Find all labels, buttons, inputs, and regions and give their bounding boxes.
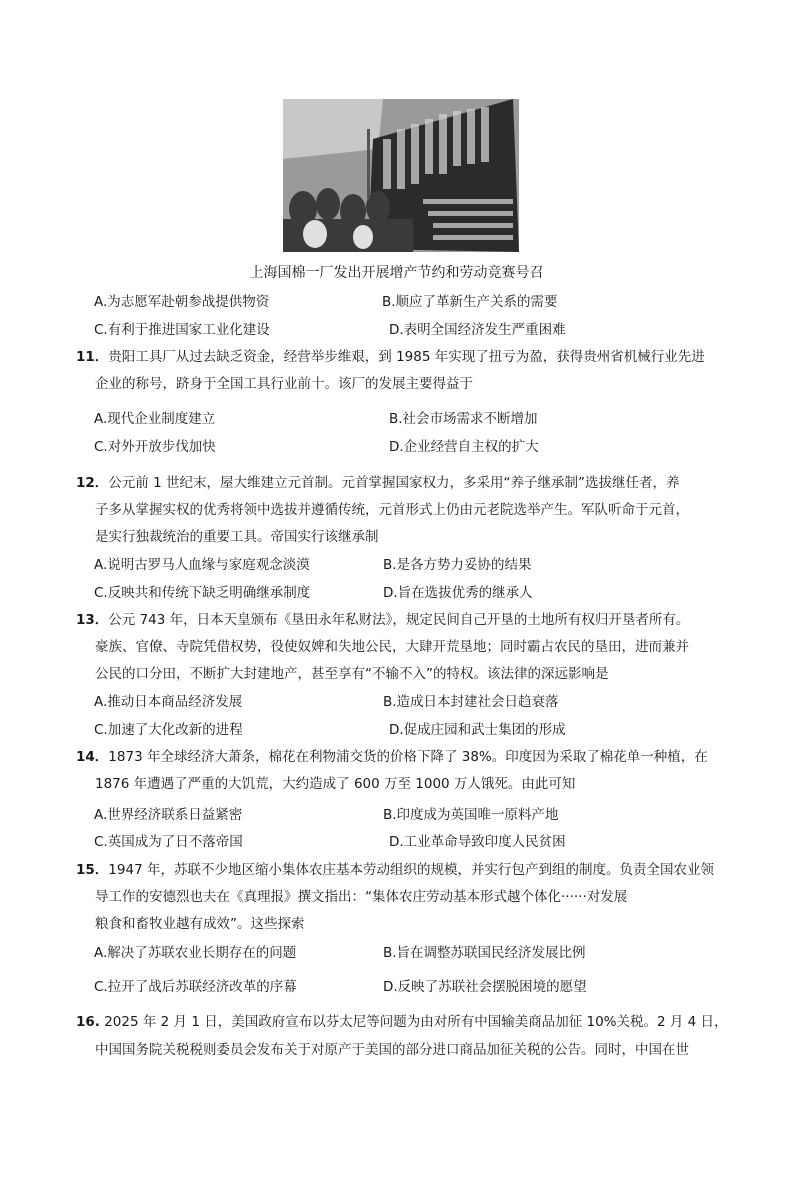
q10-option-d: D.表明全国经济发生严重困难	[389, 322, 566, 338]
q13-stem-line-1: 13．公元 743 年，日本天皇颁布《垦田永年私财法》，规定民间自己开垦的土地所有权归开垦者所有。	[76, 612, 690, 628]
q16-number: 16.	[76, 1014, 100, 1030]
q11-option-d: D.企业经营自主权的扩大	[389, 439, 539, 455]
q11-stem-line-1: 11．贵阳工具厂从过去缺乏资金，经营举步维艰，到 1985 年实现了扭亏为盈，获得贵州省机械行业先进	[76, 349, 705, 365]
q12-option-b: B.是各方势力妥协的结果	[383, 557, 532, 573]
q11-option-c: C.对外开放步伐加快	[94, 439, 216, 455]
q10-option-c: C.有利于推进国家工业化建设	[94, 322, 270, 338]
historical-photo	[283, 99, 519, 252]
q14-option-b: B.印度成为英国唯一原料产地	[383, 807, 559, 823]
q13-option-b: B.造成日本封建社会日趋衰落	[383, 694, 559, 710]
q15-stem-line-3: 粮食和畜牧业越有成效”。这些探索	[95, 916, 305, 932]
q15-number: 15．	[76, 862, 109, 878]
q16-stem-line-1: 16. 2025 年 2 月 1 日，美国政府宣布以芬太尼等问题为由对所有中国输美商品加征 10%关税。2 月 4 日，	[76, 1014, 728, 1030]
q14-option-d: D.工业革命导致印度人民贫困	[389, 834, 566, 850]
q15-option-d: D.反映了苏联社会摆脱困境的愿望	[383, 979, 587, 995]
q14-stem-line-2: 1876 年遭遇了严重的大饥荒，大约造成了 600 万至 1000 万人饿死。由此可知	[95, 776, 576, 792]
q14-option-a: A.世界经济联系日益紧密	[94, 807, 243, 823]
q12-stem-line-1: 12．公元前 1 世纪末，屋大维建立元首制。元首掌握国家权力，多采用“养子继承制”选拔继任者，养	[76, 475, 680, 491]
q15-stem-line-1: 15．1947 年，苏联不少地区缩小集体农庄基本劳动组织的规模，并实行包产到组的制度。负责全国农业领	[76, 862, 714, 878]
q13-stem-line-2: 豪族、官僚、寺院凭借权势，役使奴婢和失地公民，大肆开荒垦地；同时霸占农民的垦田，进而兼并	[95, 639, 689, 655]
q15-stem-line-2: 导工作的安德烈也夫在《真理报》撰文指出：“集体农庄劳动基本形式越个体化······对发展	[95, 889, 628, 905]
q13-stem-line-3: 公民的口分田，不断扩大封建地产，甚至享有“不输不入”的特权。该法律的深远影响是	[95, 666, 609, 682]
q12-stem-line-2: 子多从掌握实权的优秀将领中选拔并遵循传统，元首形式上仍由元老院选举产生。军队听命于元首，	[95, 502, 689, 518]
q13-number: 13．	[76, 612, 109, 628]
photo-caption: 上海国棉一厂发出开展增产节约和劳动竞赛号召	[249, 265, 544, 281]
q15-option-b: B.旨在调整苏联国民经济发展比例	[383, 945, 586, 961]
q12-option-a: A.说明古罗马人血缘与家庭观念淡漠	[94, 557, 310, 573]
q10-option-b: B.顺应了革新生产关系的需要	[382, 294, 558, 310]
photo-image	[283, 99, 519, 252]
q13-option-a: A.推动日本商品经济发展	[94, 694, 243, 710]
q11-option-a: A.现代企业制度建立	[94, 411, 216, 427]
q16-stem-line-2: 中国国务院关税税则委员会发布关于对原产于美国的部分进口商品加征关税的公告。同时，中国在世	[95, 1042, 689, 1058]
q12-stem-line-3: 是实行独裁统治的重要工具。帝国实行该继承制	[95, 529, 379, 545]
q12-option-d: D.旨在选拔优秀的继承人	[383, 585, 533, 601]
q13-option-c: C.加速了大化改新的进程	[94, 722, 243, 738]
q11-stem-line-2: 企业的称号，跻身于全国工具行业前十。该厂的发展主要得益于	[95, 376, 473, 392]
q13-option-d: D.促成庄园和武士集团的形成	[389, 722, 566, 738]
q12-number: 12．	[76, 475, 109, 491]
q14-number: 14．	[76, 749, 109, 765]
q15-option-a: A.解决了苏联农业长期存在的问题	[94, 945, 297, 961]
q14-option-c: C.英国成为了日不落帝国	[94, 834, 243, 850]
q14-stem-line-1: 14．1873 年全球经济大萧条，棉花在利物浦交货的价格下降了 38%。印度因为采取了棉花单一种植，在	[76, 749, 708, 765]
q11-option-b: B.社会市场需求不断增加	[389, 411, 538, 427]
q12-option-c: C.反映共和传统下缺乏明确继承制度	[94, 585, 311, 601]
q11-number: 11．	[76, 349, 109, 365]
q10-option-a: A.为志愿军赴朝参战提供物资	[94, 294, 270, 310]
q15-option-c: C.拉开了战后苏联经济改革的序幕	[94, 979, 297, 995]
